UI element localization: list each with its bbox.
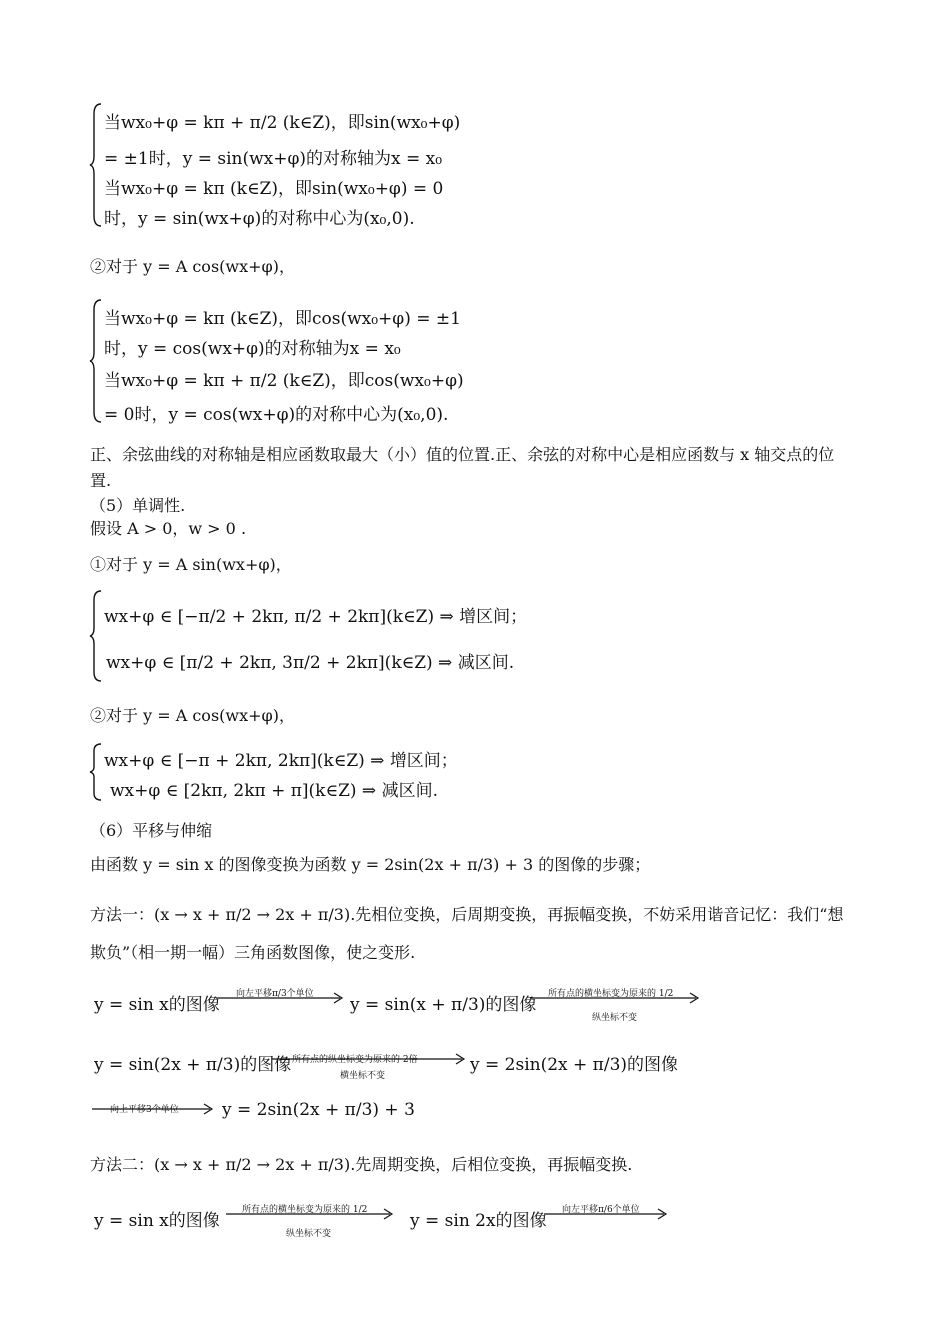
right-arrow-icon — [216, 992, 346, 1004]
chain4-arrow1-label-bottom: 纵坐标不变 — [286, 1229, 332, 1239]
chain2-start: y = sin(2x + π/3)的图像 — [94, 1055, 292, 1075]
chain4-mid: y = sin 2x的图像 — [410, 1211, 547, 1231]
chain1-arrow2-label-bottom: 纵坐标不变 — [592, 1013, 638, 1023]
chain4-arrow1-label-top: 所有点的横坐标变为原来的 1/2 — [242, 1205, 368, 1215]
right-arrow-icon — [530, 992, 702, 1004]
chain1-mid: y = sin(x + π/3)的图像 — [350, 995, 537, 1015]
left-brace-icon — [88, 100, 104, 230]
axis-paragraph-line-2: 置. — [90, 471, 112, 490]
cos-monotonic-heading: ②对于 y = A cos(wx+φ)， — [90, 706, 295, 725]
chain1-start: y = sin x的图像 — [94, 995, 220, 1015]
right-arrow-icon — [226, 1208, 396, 1220]
cos-sym-line-3: 当wx₀+φ = kπ + π/2 (k∈Z)，即cos(wx₀+φ) — [104, 371, 464, 391]
left-brace-icon — [88, 588, 104, 684]
sin-decreasing-interval: wx+φ ∈ [π/2 + 2kπ, 3π/2 + 2kπ](k∈Z) ⇒ 减区间. — [106, 653, 515, 673]
section-6-intro: 由函数 y = sin x 的图像变换为函数 y = 2sin(2x + π/3) + 3 的图像的步骤； — [90, 855, 651, 874]
chain3-end: y = 2sin(2x + π/3) + 3 — [222, 1100, 415, 1120]
chain1-arrow2-label-top: 所有点的横坐标变为原来的 1/2 — [548, 989, 674, 999]
method-1-line-2: 欺负”（相一期一幅）三角函数图像，使之变形. — [90, 943, 416, 962]
cos-monotonic-system — [88, 742, 508, 802]
method-2-line: 方法二：(x → x + π/2 → 2x + π/3).先周期变换，后相位变换，再振幅变换. — [90, 1155, 633, 1174]
chain4-start: y = sin x的图像 — [94, 1211, 220, 1231]
right-arrow-icon — [92, 1103, 216, 1115]
cos-increasing-interval: wx+φ ∈ [−π + 2kπ, 2kπ](k∈Z) ⇒ 增区间； — [104, 751, 458, 771]
chain1-arrow1-label: 向左平移π/3个单位 — [236, 989, 314, 999]
right-arrow-icon — [272, 1053, 468, 1065]
chain2-arrow-label-top: 所有点的纵坐标变为原来的 2倍 — [292, 1055, 418, 1065]
sin-monotonic-heading: ①对于 y = A sin(wx+φ)， — [90, 555, 292, 574]
chain2-arrow-label-bottom: 横坐标不变 — [340, 1071, 386, 1081]
chain4-arrow2-label: 向左平移π/6个单位 — [562, 1205, 640, 1215]
sin-sym-line-4: 时，y = sin(wx+φ)的对称中心为(x₀,0). — [104, 209, 415, 229]
left-brace-icon — [88, 742, 104, 802]
cos-symmetry-system — [88, 296, 508, 426]
left-brace-icon — [88, 296, 104, 426]
sin-increasing-interval: wx+φ ∈ [−π/2 + 2kπ, π/2 + 2kπ](k∈Z) ⇒ 增区间； — [104, 607, 528, 627]
chain2-end: y = 2sin(2x + π/3)的图像 — [470, 1055, 679, 1075]
cos-sym-line-1: 当wx₀+φ = kπ (k∈Z)，即cos(wx₀+φ) = ±1 — [104, 309, 461, 329]
section-6-title: （6）平移与伸缩 — [90, 821, 213, 840]
cos-sym-line-2: 时，y = cos(wx+φ)的对称轴为x = x₀ — [104, 339, 401, 359]
cos-heading: ②对于 y = A cos(wx+φ)， — [90, 257, 295, 276]
sin-symmetry-system — [88, 100, 508, 230]
cos-decreasing-interval: wx+φ ∈ [2kπ, 2kπ + π](k∈Z) ⇒ 减区间. — [110, 781, 438, 801]
section-5-title: （5）单调性. — [90, 496, 186, 515]
axis-paragraph-line-1: 正、余弦曲线的对称轴是相应函数取最大（小）值的位置.正、余弦的对称中心是相应函数与 x 轴交点的位 — [90, 445, 835, 464]
right-arrow-icon — [544, 1208, 670, 1220]
chain3-arrow-label: 向上平移3个单位 — [110, 1105, 179, 1115]
method-1-line-1: 方法一：(x → x + π/2 → 2x + π/3).先相位变换，后周期变换，再振幅变换，不妨采用谐音记忆：我们“想 — [90, 905, 844, 924]
sin-monotonic-system — [88, 588, 548, 684]
section-5-assumption: 假设 A > 0，w > 0 . — [90, 519, 247, 538]
sin-sym-line-1: 当wx₀+φ = kπ + π/2 (k∈Z)，即sin(wx₀+φ) — [104, 113, 461, 133]
cos-sym-line-4: = 0时，y = cos(wx+φ)的对称中心为(x₀,0). — [104, 405, 449, 425]
sin-sym-line-3: 当wx₀+φ = kπ (k∈Z)，即sin(wx₀+φ) = 0 — [104, 179, 444, 199]
sin-sym-line-2: = ±1时，y = sin(wx+φ)的对称轴为x = x₀ — [104, 149, 443, 169]
